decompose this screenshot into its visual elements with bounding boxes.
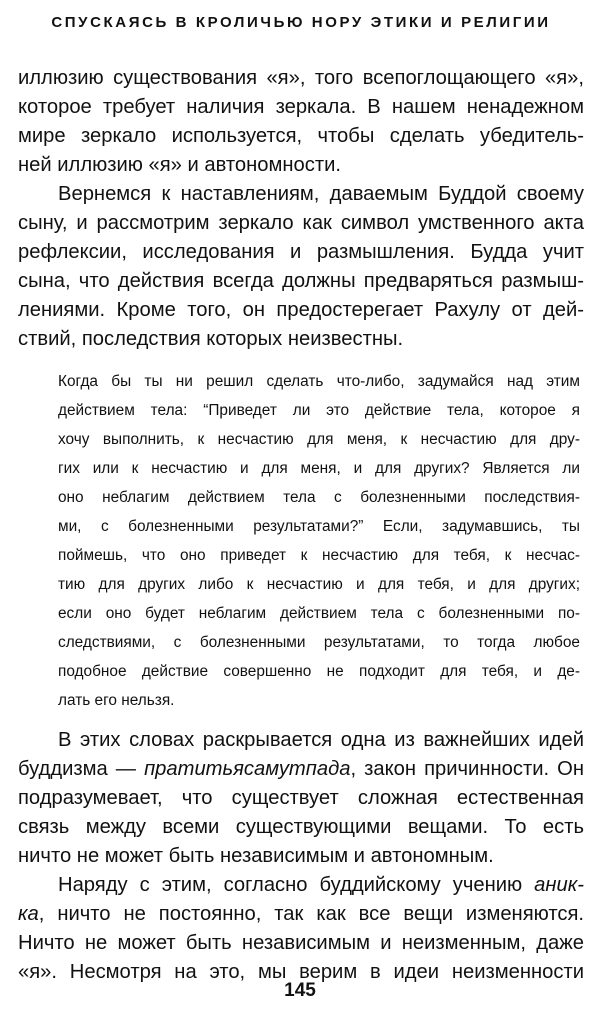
text-line <box>18 900 584 929</box>
text-line: ней иллюзию «я» и автономности. <box>18 154 342 176</box>
text-line: ничто не может быть независимым и автономным. <box>18 845 494 867</box>
text-line: подразумевает, что существует сложная естественная <box>18 787 584 809</box>
quote-line: если оно будет неблагим действием тела с болезненными по- <box>58 605 580 622</box>
quote-line: поймешь, что оно приведет к несчастию для тебя, к несчас- <box>58 547 580 564</box>
text-line: ствий, последствия которых неизвестны. <box>18 328 404 350</box>
quote-line: ми, с болезненными результатами?” Если, задумавшись, ты <box>58 518 580 535</box>
quote-line: тию для других либо к несчастию и для тебя, и для других; <box>58 576 580 593</box>
text-line <box>18 755 584 784</box>
quote-line: гих или к несчастию и для меня, и для других? Является ли <box>58 460 580 477</box>
text-line: иллюзию существования «я», того всепоглощающего «я», <box>18 67 584 89</box>
page-number: 145 <box>284 980 316 1001</box>
quote-line: действием тела: “Приведет ли это действие тела, которое я <box>58 402 580 419</box>
term-italic: ка <box>18 903 39 925</box>
text-line: которое требует наличия зеркала. В нашем ненадежном <box>18 96 584 118</box>
quote-line: Когда бы ты ни решил сделать что-либо, задумайся над этим <box>58 373 580 390</box>
text-line: рефлексии, исследования и размышления. Будда учит <box>18 241 584 263</box>
text-line: В этих словах раскрывается одна из важнейших идей <box>58 729 584 751</box>
quote-line: оно неблагим действием тела с болезненными последствия- <box>58 489 580 506</box>
text-line: сыну, и рассмотрим зеркало как символ умственного акта <box>18 212 584 234</box>
text-run: , закон причинности. Он <box>350 758 584 780</box>
text-line: сына, что действия всегда должны предваряться размыш- <box>18 270 584 292</box>
quote-line: подобное действие совершенно не подходит для тебя, и де- <box>58 663 580 680</box>
text-line: мире зеркало используется, чтобы сделать убедитель- <box>18 125 584 147</box>
text-run: , ничто не постоянно, так как все вещи изменяются. <box>38 903 584 925</box>
text-line: Вернемся к наставлениям, даваемым Буддой своему <box>58 183 584 205</box>
quote-line: хочу выполнить, к несчастию для меня, к несчастию для дру- <box>58 431 580 448</box>
text-line: связь между всеми существующими вещами. То есть <box>18 816 584 838</box>
text-line <box>58 871 584 900</box>
quote-line: следствиями, с болезненными результатами, то тогда любое <box>58 634 580 651</box>
term-italic: пратитьясамутпада <box>144 758 351 780</box>
text-run: Наряду с этим, согласно буддийскому учению <box>58 874 535 896</box>
text-line: «я». Несмотря на это, мы верим в идеи неизменности <box>18 961 584 983</box>
text-line: Ничто не может быть независимым и неизменным, даже <box>18 932 584 954</box>
quote-line: лать его нельзя. <box>58 692 175 709</box>
term-italic: аник- <box>534 874 584 896</box>
text-run: буддизма — <box>18 758 145 780</box>
running-head: СПУСКАЯСЬ В КРОЛИЧЬЮ НОРУ ЭТИКИ И РЕЛИГИИ <box>51 14 551 31</box>
text-line: лениями. Кроме того, он предостерегает Рахулу от дей- <box>18 299 584 321</box>
